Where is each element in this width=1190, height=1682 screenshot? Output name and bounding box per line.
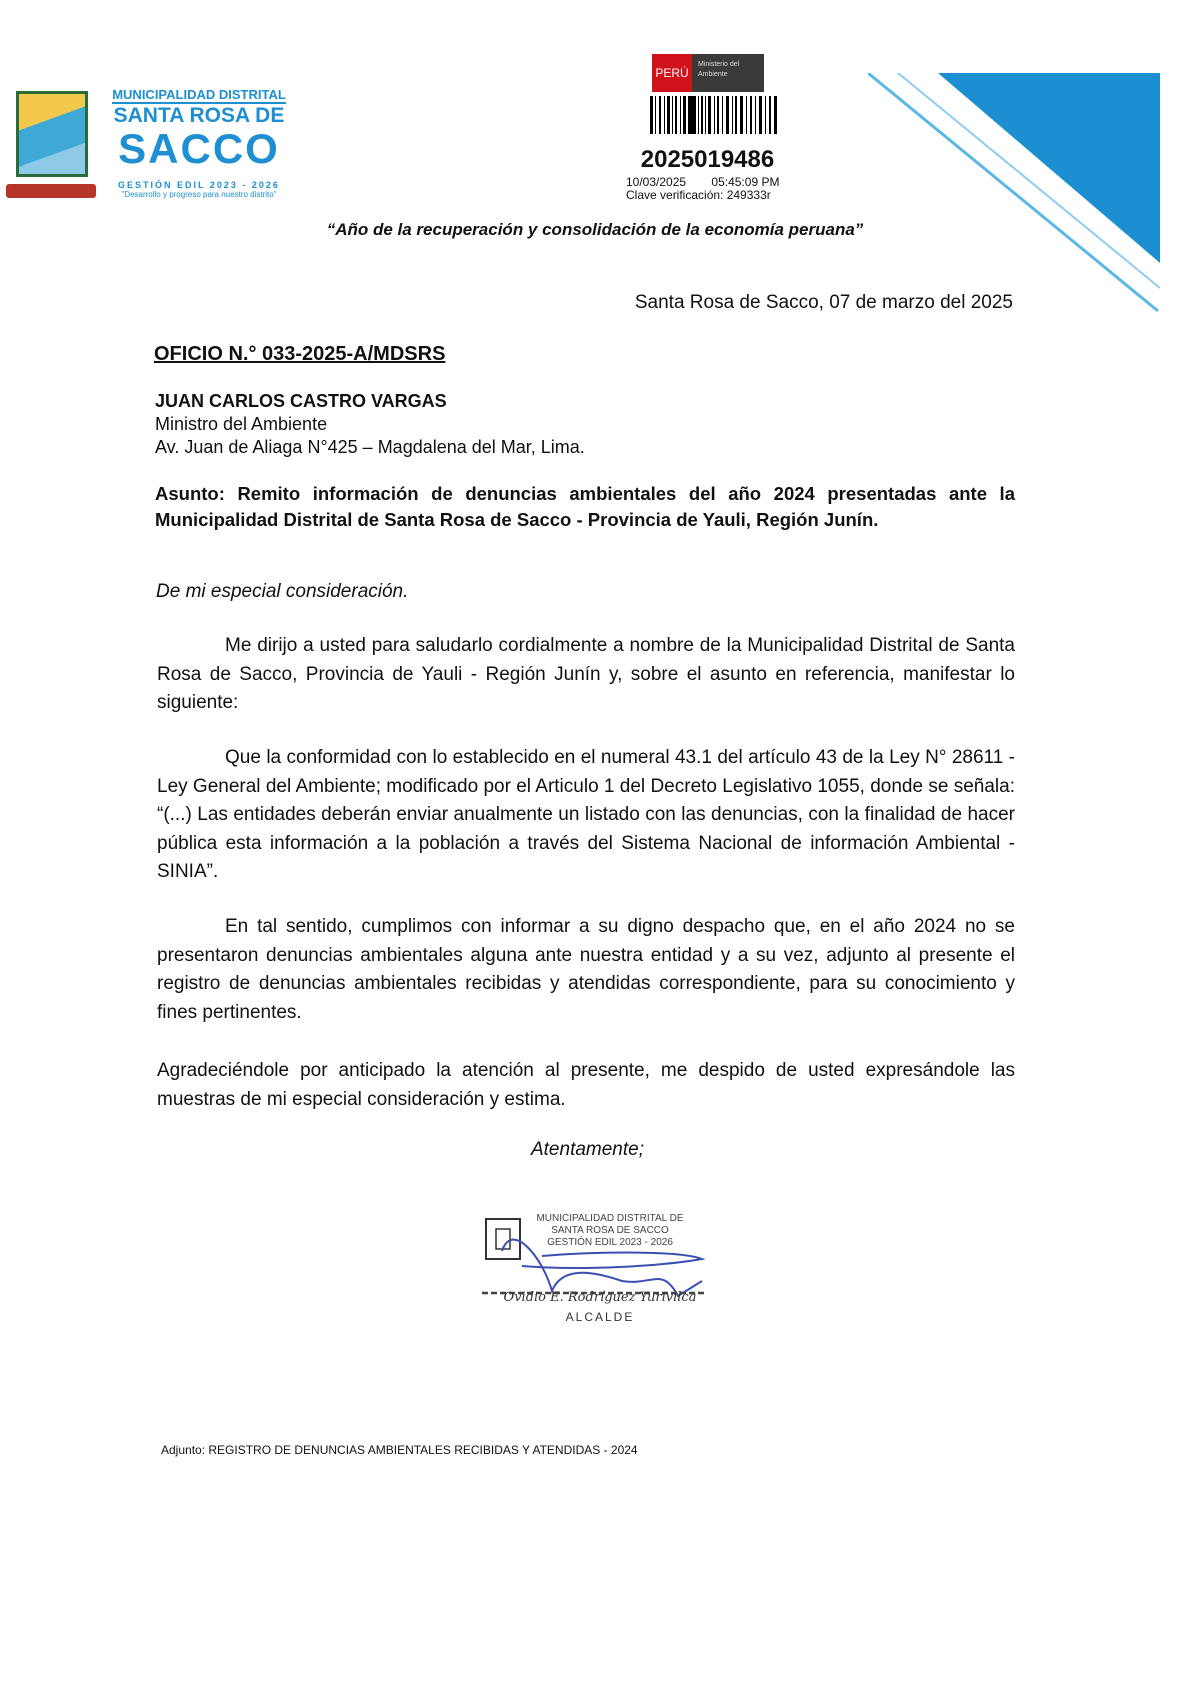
registry-time: 05:45:09 PM <box>711 175 780 189</box>
stamp-line-2: SANTA ROSA DE SACCO <box>551 1225 669 1236</box>
recipient-name: JUAN CARLOS CASTRO VARGAS <box>155 391 447 411</box>
logo-line-1: MUNICIPALIDAD DISTRITAL <box>112 87 286 102</box>
logo-line-2: SANTA ROSA DE <box>113 104 285 127</box>
attachment-note: Adjunto: REGISTRO DE DENUNCIAS AMBIENTALES RECIBIDAS Y ATENDIDAS - 2024 <box>161 1443 638 1457</box>
logo-term: GESTIÓN EDIL 2023 - 2026 <box>118 180 280 190</box>
place-date: Santa Rosa de Sacco, 07 de marzo del 2025 <box>634 292 1013 313</box>
closing: Atentamente; <box>530 1139 645 1160</box>
stamp-line-3: GESTIÓN EDIL 2023 - 2026 <box>547 1237 673 1248</box>
body-paragraph-4: Agradeciéndole por anticipado la atención al presente, me despido de usted expresándole las muestras de mi especial consideración y estima. <box>157 1060 1015 1110</box>
subject: Asunto: Remito información de denuncias ambientales del año 2024 presentadas ante la Municipalidad Distrital de Santa Rosa de Sacco - Provincia de Yauli, Región Junín. <box>155 483 1015 530</box>
stamp-text <box>525 1213 695 1249</box>
body-paragraph-3: En tal sentido, cumplimos con informar a su digno despacho que, en el año 2024 no se presentaron denuncias ambientales alguna ante nuestra entidad y a su vez, adjunto al presente el registro de denuncias ambientales recibidas y atendidas correspondiente, para su conocimiento y fines pertinentes. <box>157 916 1015 1023</box>
year-motto: “Año de la recuperación y consolidación de la economía peruana” <box>326 220 864 239</box>
body-paragraph-2: Que la conformidad con lo establecido en el numeral 43.1 del artículo 43 de la Ley N° 28611 - Ley General del Ambiente; modificado por el Articulo 1 del Decreto Legislativo 1055, donde se señala: “(...) Las entidades deberán enviar anualmente un listado con las denuncias, con la finalidad de hacer pública esta información a la población a través del Sistema Nacional de información Ambiental - SINIA”. <box>157 747 1015 882</box>
logo-slogan: "Desarrollo y progreso para nuestro distrito" <box>121 190 277 199</box>
decorative-triangles <box>868 73 1160 313</box>
registry-date: 10/03/2025 <box>626 175 687 189</box>
barcode <box>650 96 778 134</box>
signer-name: Ovidio E. Rodríguez Yurivilca <box>503 1290 697 1305</box>
municipal-crest-logo <box>16 91 88 177</box>
verification-code: Clave verificación: 249333r <box>626 188 771 202</box>
recipient-block <box>155 390 585 459</box>
signer-role: ALCALDE <box>565 1310 635 1324</box>
registry-number: 2025019486 <box>640 146 775 173</box>
municipality-logo <box>104 86 294 199</box>
ministry-badge <box>652 54 764 92</box>
stamp-line-1: MUNICIPALIDAD DISTRITAL DE <box>536 1213 684 1224</box>
greeting: De mi especial consideración. <box>156 581 409 602</box>
crest-ribbon <box>6 184 96 198</box>
ministry-label: Ministerio del Ambiente <box>692 54 764 92</box>
recipient-position: Ministro del Ambiente <box>155 414 328 434</box>
logo-line-3: SACCO <box>118 125 280 172</box>
document-reference: OFICIO N.° 033-2025-A/MDSRS <box>154 343 446 365</box>
body-paragraph-1: Me dirijo a usted para saludarlo cordialmente a nombre de la Municipalidad Distrital de Santa Rosa de Sacco, Provincia de Yauli - Región Junín y, sobre el asunto en referencia, manifestar lo siguiente: <box>157 635 1015 713</box>
recipient-address: Av. Juan de Aliaga N°425 – Magdalena del Mar, Lima. <box>155 437 585 457</box>
registry-meta <box>626 176 779 202</box>
country-label: PERÚ <box>652 54 692 92</box>
